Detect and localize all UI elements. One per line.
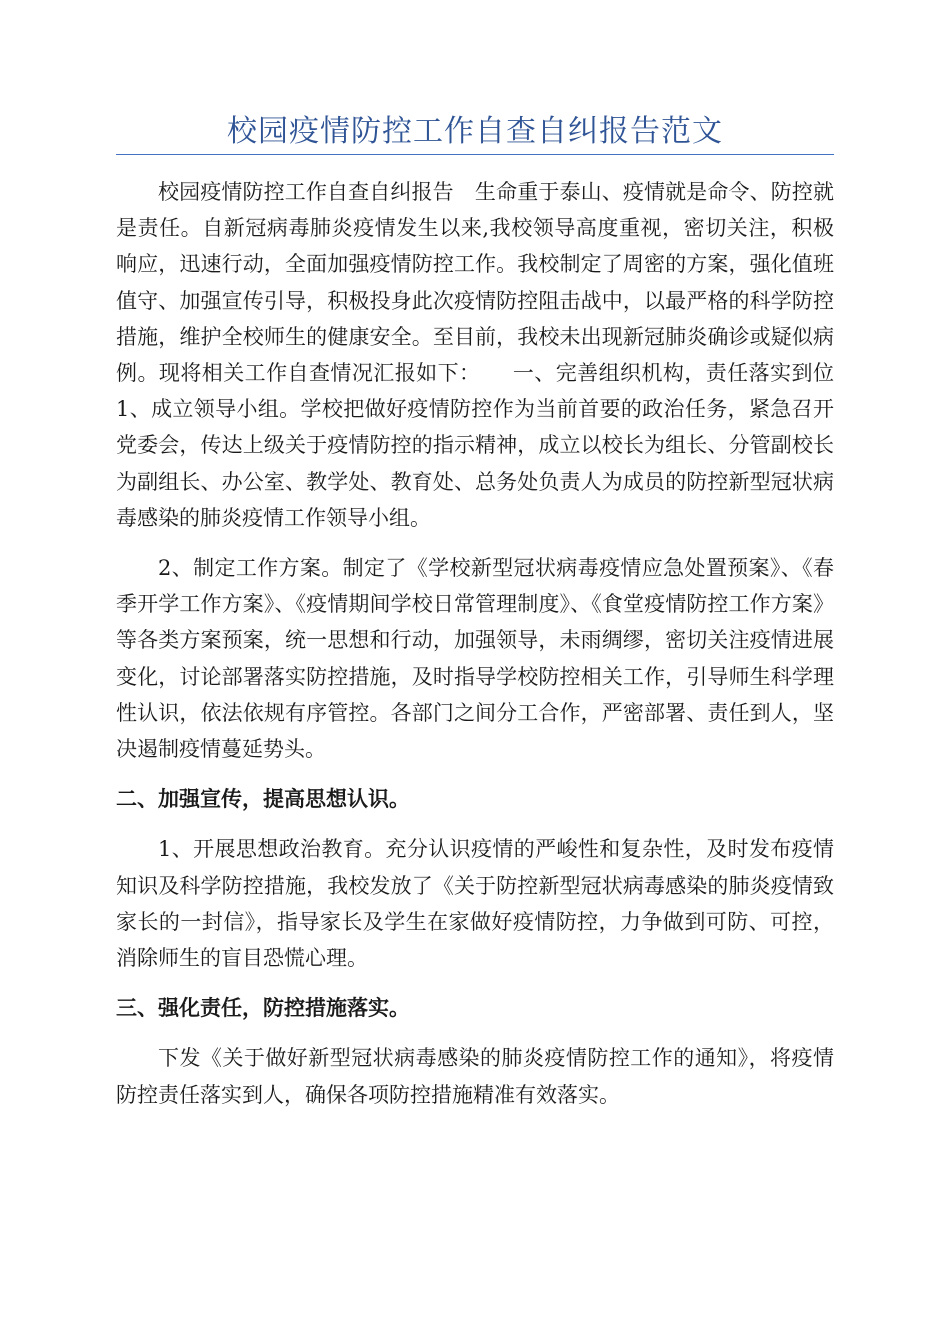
page-title: 校园疫情防控工作自查自纠报告范文: [227, 114, 723, 149]
section-heading-publicity: 二、加强宣传，提高思想认识。: [116, 786, 410, 812]
document-body: [116, 174, 855, 1113]
paragraph-intro: 校园疫情防控工作自查自纠报告 生命重于泰山、疫情就是命令、防控就是责任。自新冠病毒肺炎疫情发生以来,我校领导高度重视，密切关注，积极响应，迅速行动，全面加强疫情防控工作。我校制定了周密的方案，强化值班值守、加强宣传引导，积极投身此次疫情防控阻击战中，以最严格的科学防控措施，维护全校师生的健康安全。至目前，我校未出现新冠肺炎确诊或疑似病例。现将相关工作自查情况汇报如下： 一、完善组织机构，责任落实到位 1、成立领导小组。学校把做好疫情防控作为当前首要的政治任务，紧急召开党委会，传达上级关于疫情防控的指示精神，成立以校长为组长、分管副校长为副组长、办公室、教学处、教育处、总务处负责人为成员的防控新型冠状病毒感染的肺炎疫情工作领导小组。: [116, 180, 855, 530]
paragraph-notice: 下发《关于做好新型冠状病毒感染的肺炎疫情防控工作的通知》，将疫情防控责任落实到人，确保各项防控措施精准有效落实。: [116, 1046, 834, 1107]
paragraph-work-plan: 2、制定工作方案。制定了《学校新型冠状病毒疫情应急处置预案》、《春季开学工作方案》、《疫情期间学校日常管理制度》、《食堂疫情防控工作方案》等各类方案预案，统一思想和行动，加强领导，未雨绸缪，密切关注疫情进展变化，讨论部署落实防控措施，及时指导学校防控相关工作，引导师生科学理性认识，依法依规有序管控。各部门之间分工合作，严密部署、责任到人，坚决遏制疫情蔓延势头。: [116, 556, 834, 762]
section-heading-responsibility: 三、强化责任，防控措施落实。: [116, 995, 410, 1021]
title-underline: [116, 154, 834, 155]
paragraph-education: 1、开展思想政治教育。充分认识疫情的严峻性和复杂性，及时发布疫情知识及科学防控措施，我校发放了《关于防控新型冠状病毒感染的肺炎疫情致家长的一封信》，指导家长及学生在家做好疫情防控，力争做到可防、可控，消除师生的盲目恐慌心理。: [116, 837, 834, 971]
